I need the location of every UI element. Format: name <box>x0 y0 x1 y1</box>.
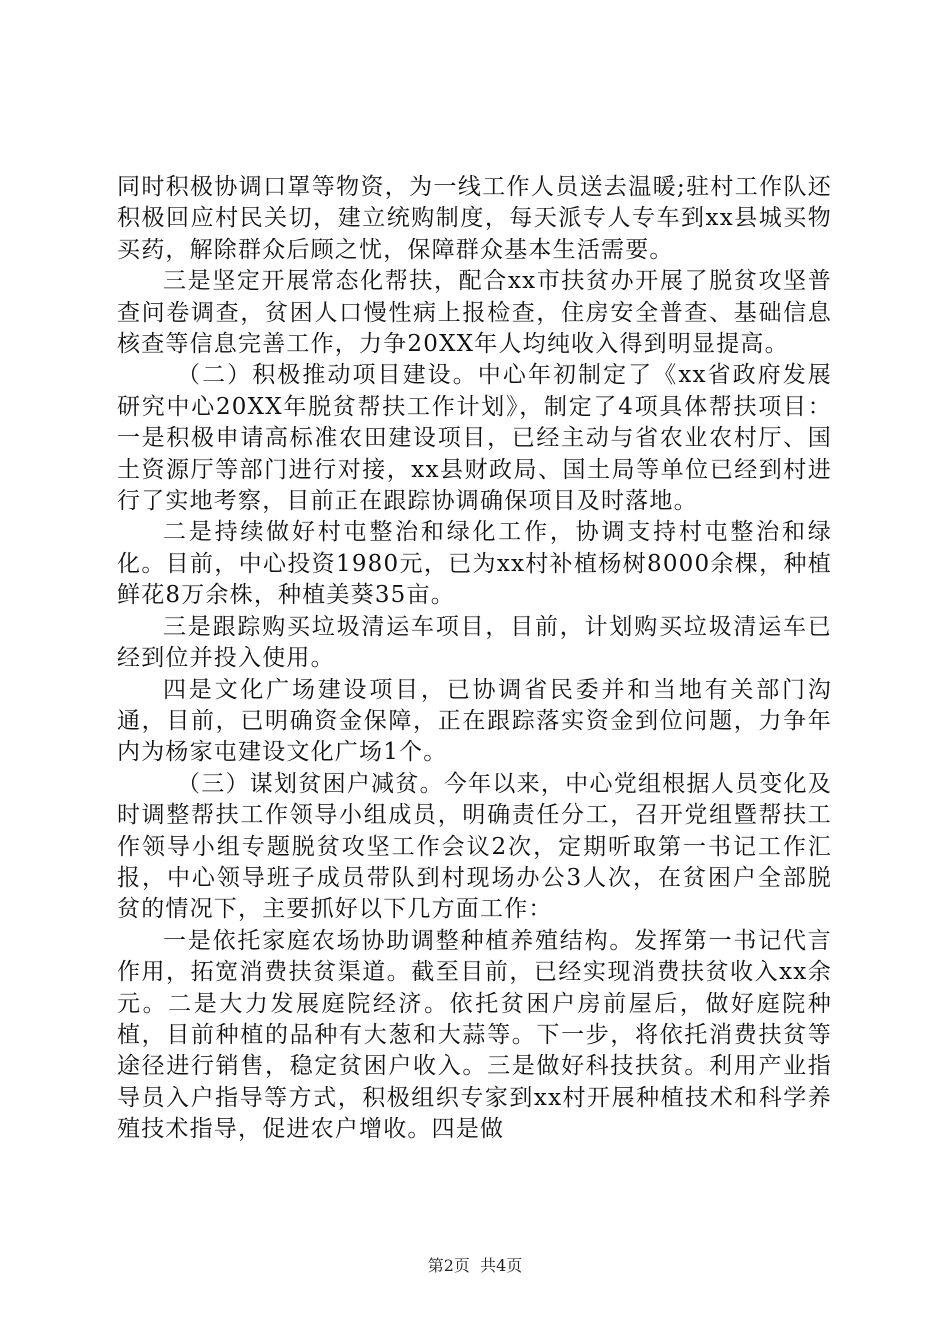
paragraph-item-two: 二是持续做好村屯整治和绿化工作，协调支持村屯整治和绿化。目前，中心投资1980元，已为xx村补植杨树8000余棵，种植鲜花8万余株，种植美葵35亩。 <box>117 519 832 609</box>
paragraph-section-three: （三）谋划贫困户减贫。今年以来，中心党组根据人员变化及时调整帮扶工作领导小组成员，明确责任分工，召开党组暨帮扶工作领导小组专题脱贫攻坚工作会议2次，定期听取第一书记工作汇报，中心领导班子成员带队到村现场办公3人次，在贫困户全部脱贫的情况下，主要抓好以下几方面工作： <box>117 770 832 923</box>
paragraph-item-three-b: 三是跟踪购买垃圾清运车项目，目前，计划购买垃圾清运车已经到位并投入使用。 <box>117 613 832 672</box>
paragraph-item-one: 一是依托家庭农场协助调整种植养殖结构。发挥第一书记代言作用，拓宽消费扶贫渠道。截至目前，已经实现消费扶贫收入xx余元。二是大力发展庭院经济。依托贫困户房前屋后，做好庭院种植，目前种植的品种有大葱和大蒜等。下一步，将依托消费扶贫等途径进行销售，稳定贫困户收入。三是做好科技扶贫。利用产业指导员入户指导等方式，积极组织专家到xx村开展种植技术和科学养殖技术指导，促进农户增收。四是做 <box>117 927 832 1143</box>
page-footer: 第2页 共4页 <box>427 1256 523 1275</box>
paragraph-item-three: 三是坚定开展常态化帮扶，配合xx市扶贫办开展了脱贫攻坚普查问卷调查，贫困人口慢性病上报检查，住房安全普查、基础信息核查等信息完善工作，力争20XX年人均纯收入得到明显提高。 <box>117 268 832 358</box>
paragraph-section-two: （二）积极推动项目建设。中心年初制定了《xx省政府发展研究中心20XX年脱贫帮扶工作计划》，制定了4项具体帮扶项目：一是积极申请高标准农田建设项目，已经主动与省农业农村厅、国土资源厅等部门进行对接，xx县财政局、国土局等单位已经到村进行了实地考察，目前正在跟踪协调确保项目及时落地。 <box>117 362 832 515</box>
paragraph-item-four: 四是文化广场建设项目，已协调省民委并和当地有关部门沟通，目前，已明确资金保障，正在跟踪落实资金到位问题，力争年内为杨家屯建设文化广场1个。 <box>117 676 832 766</box>
document-body <box>117 172 832 1146</box>
paragraph-continuation: 同时积极协调口罩等物资，为一线工作人员送去温暖;驻村工作队还积极回应村民关切，建立统购制度，每天派专人专车到xx县城买物买药，解除群众后顾之忧，保障群众基本生活需要。 <box>117 174 832 263</box>
